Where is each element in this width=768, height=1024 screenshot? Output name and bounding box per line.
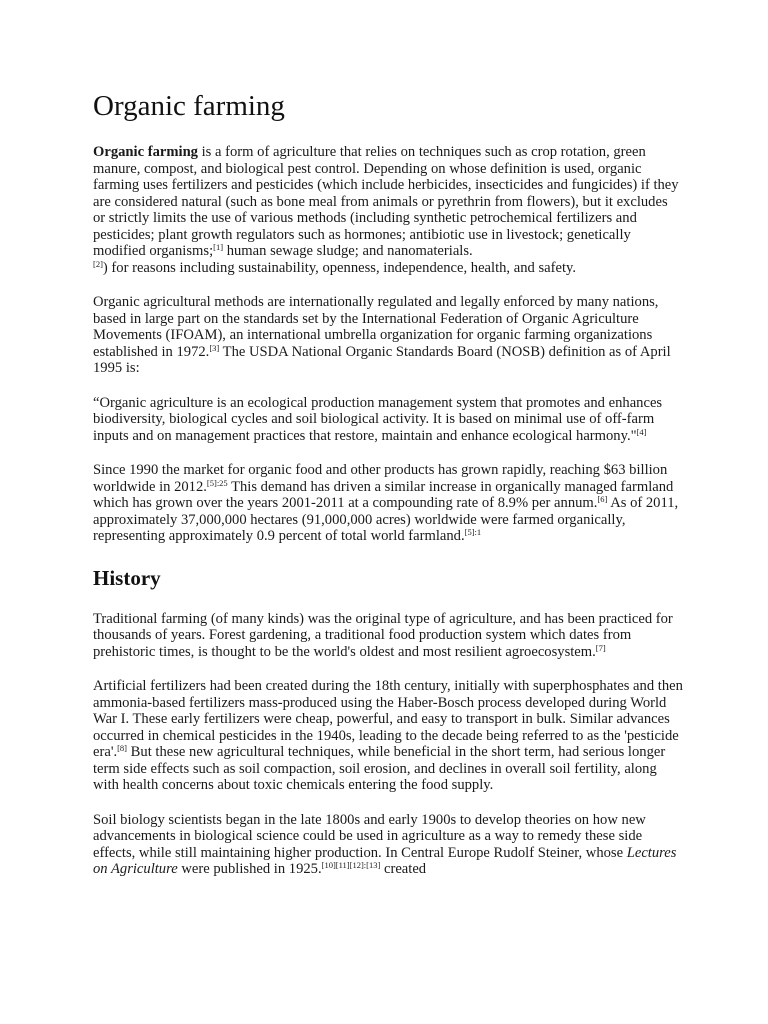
text-span: The USDA National Organic Standards Board (NOSB) definition as of April 1995 is: xyxy=(93,343,671,376)
citation-3[interactable]: [3] xyxy=(209,342,220,353)
text-span: is a form of agriculture that relies on techniques such as crop rotation, green manure, compost, and biological pest control. Depending on whose definition is used, organic farming uses fertilizers and pesticides (which include herbicides, insecticides and fungicides) if they are considered natural (such as bone meal from animals or pyrethrin from flowers), but it excludes or strictly limits the use of various methods (including synthetic petrochemical fertilizers and pesticides; plant growth regulators such as hormones; antibiotic use in livestock; genetically modified organisms; xyxy=(93,144,679,259)
text-span: created xyxy=(380,861,427,877)
history-heading: History xyxy=(93,565,161,590)
citation-8[interactable]: [8] xyxy=(117,743,128,753)
document-page xyxy=(93,88,683,896)
text-span: But these new agricultural techniques, while beneficial in the short term, had serious longer term side effects such as soil compaction, soil erosion, and declines in overall soil fertility, along with health concerns about toxic chemicals entering the food supply. xyxy=(93,744,666,793)
citation-4[interactable]: [4] xyxy=(636,426,647,437)
bold-term: Organic farming xyxy=(93,144,198,160)
text-span: Soil biology scientists began in the late 1800s and early 1900s to develop theories on how new advancements in biological science could be used in agriculture as a way to remedy these side effects, while still maintaining higher production. In Central Europe Rudolf Steiner, whose xyxy=(93,811,646,861)
lectures-title: Lectures on Agriculture xyxy=(93,844,677,877)
text-span: “Organic agriculture is an ecological production management system that promotes and enhances biodiversity, biological cycles and soil biological activity. It is based on minimal use of off-farm inputs and on management practices that restore, maintain and enhance ecological harmony." xyxy=(93,394,663,444)
history-paragraph-3 xyxy=(93,812,683,878)
nosb-quote xyxy=(93,395,683,445)
history-paragraph-1 xyxy=(93,611,683,661)
text-span: Since 1990 the market for organic food and other products has grown rapidly, reaching $63 billion worldwide in 2012. xyxy=(93,462,668,495)
page-title: Organic farming xyxy=(93,90,285,122)
text-span: ) for reasons including sustainability, openness, independence, health, and safety. xyxy=(102,259,576,276)
market-paragraph xyxy=(93,462,683,545)
text-span: This demand has driven a similar increase in organically managed farmland which has grown over the years 2001-2011 at a compounding rate of 8.9% per annum. xyxy=(93,478,674,511)
citation-5-1[interactable]: [5]:1 xyxy=(464,527,482,537)
text-span: human sewage sludge; and nanomaterials. xyxy=(223,243,473,259)
citation-10-12[interactable]: [10][11][12]: xyxy=(321,860,367,870)
citation-6[interactable]: [6] xyxy=(597,494,608,504)
text-span: were published in 1925. xyxy=(177,861,322,877)
intro-paragraph xyxy=(93,144,683,276)
text-span: Artificial fertilizers had been created during the 18th century, initially with superphosphates and then ammonia-based fertilizers mass-produced using the Haber-Bosch process developed during World War I. These early fertilizers were cheap, powerful, and easy to transport in bulk. Similar advances occurred in chemical pesticides in the 1940s, leading to the decade being referred to as the 'pesticide era'. xyxy=(93,678,683,760)
citation-2[interactable]: [2] xyxy=(93,258,103,269)
history-paragraph-2 xyxy=(93,678,683,794)
citation-7[interactable]: [7] xyxy=(595,642,606,653)
citation-1[interactable]: [1] xyxy=(213,242,224,252)
text-span: Traditional farming (of many kinds) was the original type of agriculture, and has been practiced for thousands of years. Forest gardening, a traditional food production system which dates from prehistoric times, is thought to be the world's oldest and most resilient agroecosystem. xyxy=(93,610,673,660)
citation-13[interactable]: [13] xyxy=(366,860,381,870)
text-span: Organic agricultural methods are internationally regulated and legally enforced by many nations, based in large part on the standards set by the International Federation of Organic Agriculture Movements (IFOAM), an international umbrella organization for organic farming organizations established in 1972. xyxy=(93,294,659,360)
regulation-paragraph xyxy=(93,294,683,377)
citation-5-25[interactable]: [5]:25 xyxy=(206,477,228,488)
text-span: As of 2011, approximately 37,000,000 hectares (91,000,000 acres) worldwide were farmed organically, representing approximately 0.9 percent of total world farmland. xyxy=(93,495,679,544)
